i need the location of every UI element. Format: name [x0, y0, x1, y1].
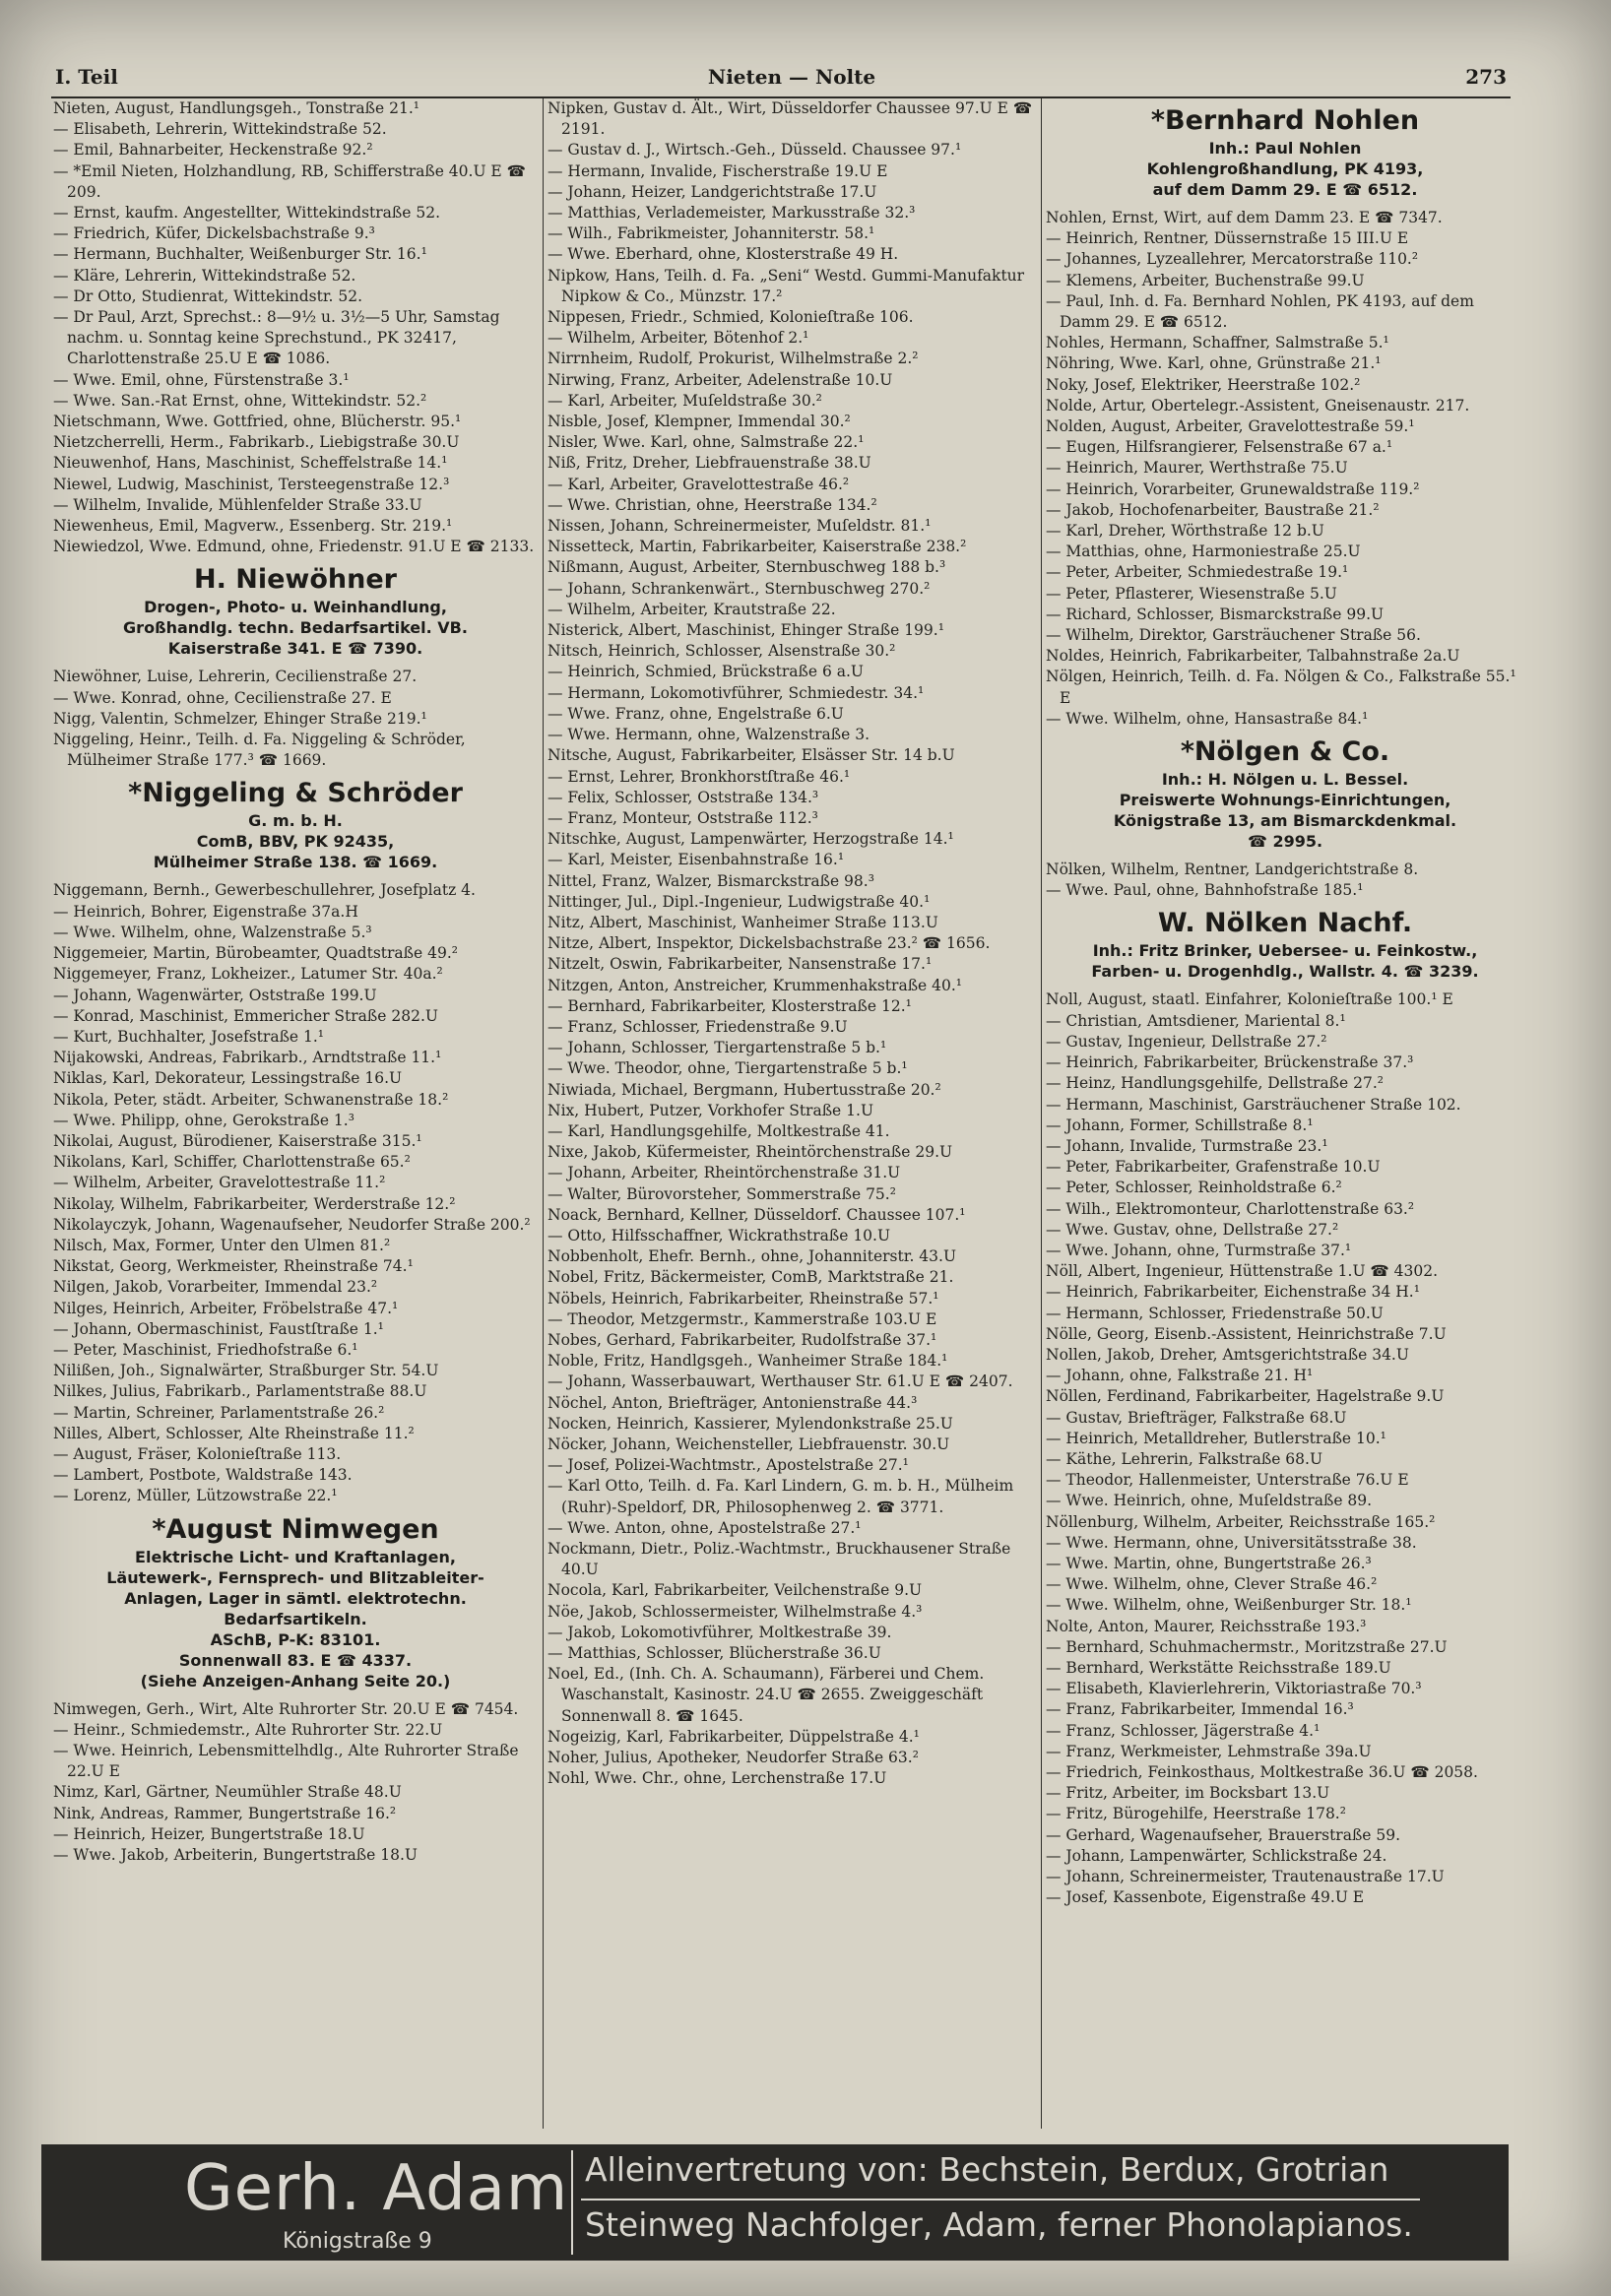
directory-entry: Nilkes, Julius, Fabrikarb., Parlamentstraße 88.U [53, 1382, 427, 1401]
directory-entry: — Karl, Arbeiter, Muſeldstraße 30.² [548, 391, 822, 410]
directory-entry: — Wwe. Franz, ohne, Engelstraße 6.U [548, 704, 844, 723]
directory-entry: — Hermann, Maschinist, Garsträuchener Straße 102. [1046, 1095, 1461, 1114]
directory-entry: Nogeizig, Karl, Fabrikarbeiter, Düppelstraße 4.¹ [548, 1727, 920, 1746]
business-advertisement [53, 1513, 538, 1691]
directory-entry: Nohl, Wwe. Chr., ohne, Lerchenstraße 17.U [548, 1769, 887, 1788]
directory-entry: — Heinrich, Bohrer, Eigenstraße 37a.H [53, 902, 358, 921]
business-advertisement [53, 777, 538, 872]
directory-entry: Nobbenholt, Ehefr. Bernh., ohne, Johanniterstr. 43.U [548, 1247, 957, 1266]
directory-entry: Nölgen, Heinrich, Teilh. d. Fa. Nölgen & Co., Falkstraße 55.¹ E [1046, 668, 1516, 707]
directory-entry: — Wilhelm, Direktor, Garsträuchener Straße 56. [1046, 626, 1421, 645]
ad-business-name: *Niggeling & Schröder [128, 778, 463, 809]
directory-entry: — Heinrich, Fabrikarbeiter, Brückenstraße 37.³ [1046, 1053, 1414, 1072]
directory-entry: — Heinrich, Maurer, Werthstraße 75.U [1046, 459, 1348, 478]
ad-text-line: ☎ 2995. [1247, 832, 1323, 852]
ad-text-line: auf dem Damm 29. E ☎ 6512. [1152, 180, 1418, 199]
directory-entry: Nilges, Heinrich, Arbeiter, Fröbelstraße 47.¹ [53, 1299, 399, 1317]
directory-entry: — Gustav, Ingenieur, Dellstraße 27.² [1046, 1032, 1327, 1051]
directory-entry: — Matthias, Schlosser, Blücherstraße 36.U [548, 1644, 881, 1663]
ad-text-line: Inh.: Paul Nohlen [1208, 139, 1362, 158]
directory-entry: Nissetteck, Martin, Fabrikarbeiter, Kaiserstraße 238.² [548, 538, 967, 556]
directory-entry: Noldes, Heinrich, Fabrikarbeiter, Talbahnstraße 2a.U [1046, 647, 1460, 666]
directory-entry: Nikolai, August, Bürodiener, Kaiserstraße 315.¹ [53, 1131, 422, 1150]
directory-entry: — Martin, Schreiner, Parlamentstraße 26.² [53, 1403, 385, 1422]
directory-entry: — Wwe. Anton, ohne, Apostelstraße 27.¹ [548, 1518, 862, 1537]
directory-entry: — Peter, Schlosser, Reinholdstraße 6.² [1046, 1179, 1342, 1197]
directory-entry: — Franz, Monteur, Oststraße 112.³ [548, 808, 818, 827]
directory-entry: — Christian, Amtsdiener, Mariental 8.¹ [1046, 1011, 1346, 1030]
directory-entry: Noack, Bernhard, Kellner, Düsseldorf. Chaussee 107.¹ [548, 1205, 966, 1224]
directory-entry: — Wwe. Theodor, ohne, Tiergartenstraße 5 b.¹ [548, 1059, 908, 1078]
directory-entry: Nilsch, Max, Former, Unter den Ulmen 81.² [53, 1236, 391, 1254]
directory-entry: — Otto, Hilfsschaffner, Wickrathstraße 10.U [548, 1226, 891, 1244]
directory-entry: — Bernhard, Fabrikarbeiter, Klosterstraße 12.¹ [548, 996, 912, 1015]
directory-entry: — Johannes, Lyzeallehrer, Mercatorstraße 110.² [1046, 250, 1419, 269]
directory-entry: — Wwe. Philipp, ohne, Gerokstraße 1.³ [53, 1111, 354, 1129]
directory-entry: — Franz, Fabrikarbeiter, Immendal 16.³ [1046, 1700, 1354, 1719]
directory-entry: — Karl Otto, Teilh. d. Fa. Karl Lindern, G. m. b. H., Mülheim (Ruhr)-Speldorf, DR, Philosophenweg 2. ☎ 3771. [548, 1477, 1014, 1516]
directory-entry: Niwiada, Michael, Bergmann, Hubertusstraße 20.² [548, 1080, 941, 1099]
directory-entry: — Matthias, Verlademeister, Markusstraße 32.³ [548, 204, 916, 223]
directory-entry: — Heinrich, Rentner, Düssernstraße 15 III.U E [1046, 229, 1409, 248]
directory-entry: Noky, Josef, Elektriker, Heerstraße 102.² [1046, 375, 1361, 394]
directory-entry: — Wwe. Hermann, ohne, Universitätsstraße 38. [1046, 1533, 1417, 1552]
directory-entry: — Josef, Kassenbote, Eigenstraße 49.U E [1046, 1888, 1365, 1907]
ad-text-line: Sonnenwall 83. E ☎ 4337. [178, 1650, 413, 1670]
directory-entry: — Wwe. San.-Rat Ernst, ohne, Wittekindstr. 52.² [53, 391, 427, 410]
directory-entry: Niewöhner, Luise, Lehrerin, Cecilienstraße 27. [53, 668, 418, 686]
directory-entry: Noble, Fritz, Handlgsgeh., Wanheimer Straße 184.¹ [548, 1352, 948, 1371]
directory-entry: — Heinrich, Metalldreher, Butlerstraße 10.¹ [1046, 1429, 1386, 1447]
directory-entry: — Felix, Schlosser, Oststraße 134.³ [548, 788, 819, 806]
directory-entry: Niggeling, Heinr., Teilh. d. Fa. Niggeling & Schröder, Mülheimer Straße 177.³ ☎ 1669. [53, 731, 466, 770]
directory-entry: Nikolayczyk, Johann, Wagenaufseher, Neudorfer Straße 200.² [53, 1215, 531, 1234]
directory-entry: — Josef, Polizei-Wachtmstr., Apostelstraße 27.¹ [548, 1456, 909, 1475]
directory-entry: — Richard, Schlosser, Bismarckstraße 99.U [1046, 605, 1385, 623]
directory-entry: Nipken, Gustav d. Ält., Wirt, Düsseldorfer Chaussee 97.U E ☎ 2191. [548, 99, 1033, 139]
directory-entry: Nipkow, Hans, Teilh. d. Fa. „Seni“ Westd. Gummi-Manufaktur Nipkow & Co., Münzstr. 17.² [548, 266, 1025, 305]
directory-entry: — Matthias, ohne, Harmoniestraße 25.U [1046, 542, 1361, 561]
directory-entry: — Heinrich, Heizer, Bungertstraße 18.U [53, 1824, 365, 1843]
directory-entry: Noher, Julius, Apotheker, Neudorfer Straße 63.² [548, 1749, 919, 1767]
ad-text-line: (Siehe Anzeigen-Anhang Seite 20.) [140, 1671, 451, 1690]
directory-entry: — Johann, Lampenwärter, Schlickstraße 24. [1046, 1846, 1387, 1865]
directory-entry: — Wwe. Wilhelm, ohne, Weißenburger Str. 18.¹ [1046, 1596, 1412, 1615]
directory-entry: — Dr Otto, Studienrat, Wittekindstr. 52. [53, 287, 363, 305]
directory-entry: Nollen, Jakob, Dreher, Amtsgerichtstraße 34.U [1046, 1345, 1409, 1364]
banner-address: Königstraße 9 [283, 2229, 432, 2254]
directory-entry: — Johann, Wasserbauwart, Werthauser Str. 61.U E ☎ 2407. [548, 1372, 1013, 1391]
directory-entry: — Ernst, Lehrer, Bronkhorstſtraße 46.¹ [548, 767, 851, 786]
directory-entry: Nijakowski, Andreas, Fabrikarb., Arndtstraße 11.¹ [53, 1049, 442, 1067]
directory-entry: — Wilh., Fabrikmeister, Johanniterstr. 58.¹ [548, 224, 875, 243]
directory-entry: Nisterick, Albert, Maschinist, Ehinger Straße 199.¹ [548, 621, 944, 640]
directory-entry: — Käthe, Lehrerin, Falkstraße 68.U [1046, 1449, 1323, 1468]
directory-entry: Nimwegen, Gerh., Wirt, Alte Ruhrorter Str. 20.U E ☎ 7454. [53, 1699, 519, 1718]
directory-entry: — Peter, Arbeiter, Schmiedestraße 19.¹ [1046, 563, 1349, 582]
directory-entry: Nilles, Albert, Schlosser, Alte Rheinstraße 11.² [53, 1424, 415, 1442]
directory-entry: — Friedrich, Küfer, Dickelsbachstraße 9.³ [53, 224, 375, 243]
directory-entry: Nix, Hubert, Putzer, Vorkhofer Straße 1.U [548, 1101, 874, 1119]
directory-entry: — Heinrich, Fabrikarbeiter, Eichenstraße 34 H.¹ [1046, 1283, 1420, 1302]
ad-text-line: Anlagen, Lager in sämtl. elektrotechn. [124, 1588, 467, 1608]
directory-entry: — Heinr., Schmiedemstr., Alte Ruhrorter Str. 22.U [53, 1720, 443, 1739]
directory-entry: — Hermann, Buchhalter, Weißenburger Str. 16.¹ [53, 245, 427, 264]
directory-entry: — Jakob, Hochofenarbeiter, Baustraße 21.² [1046, 500, 1380, 519]
directory-entry: Nohlen, Ernst, Wirt, auf dem Damm 23. E ☎ 7347. [1046, 209, 1443, 226]
directory-entry: — Heinrich, Schmied, Brückstraße 6 a.U [548, 663, 864, 681]
directory-entry: Nitsch, Heinrich, Schlosser, Alsenstraße 30.² [548, 642, 896, 661]
directory-entry: — Wwe. Johann, ohne, Turmstraße 37.¹ [1046, 1241, 1352, 1259]
business-advertisement [1046, 907, 1524, 982]
directory-entry: Nisble, Josef, Klempner, Immendal 30.² [548, 413, 851, 431]
directory-entry: — Wilh., Elektromonteur, Charlottenstraße 63.² [1046, 1199, 1415, 1218]
directory-entry: Nöbels, Heinrich, Fabrikarbeiter, Rheinstraße 57.¹ [548, 1289, 939, 1307]
directory-entry: Niklas, Karl, Dekorateur, Lessingstraße 16.U [53, 1069, 403, 1088]
directory-entry: Nikola, Peter, städt. Arbeiter, Schwanenstraße 18.² [53, 1090, 449, 1109]
section-label: I. Teil [55, 65, 118, 89]
directory-entry: — Gustav, Briefträger, Falkstraße 68.U [1046, 1408, 1347, 1427]
directory-entry: Nikstat, Georg, Werkmeister, Rheinstraße 74.¹ [53, 1257, 414, 1276]
directory-entry: — Karl, Meister, Eisenbahnstraße 16.¹ [548, 851, 845, 869]
directory-entry: — Theodor, Hallenmeister, Unterstraße 76.U E [1046, 1471, 1409, 1490]
directory-entry: Niggemeyer, Franz, Lokheizer., Latumer Str. 40a.² [53, 965, 443, 984]
directory-entry: Nolde, Artur, Obertelegr.-Assistent, Gneisenaustr. 217. [1046, 396, 1470, 415]
directory-entry: — Heinrich, Vorarbeiter, Grunewaldstraße 119.² [1046, 479, 1420, 498]
banner-divider [571, 2150, 573, 2255]
directory-entry: — Heinz, Handlungsgehilfe, Dellstraße 27.² [1046, 1074, 1384, 1093]
column-2 [548, 98, 1038, 2127]
directory-entry: Noel, Ed., (Inh. Ch. A. Schaumann), Färberei und Chem. Waschanstalt, Kasinostr. 24.U ☎ 2655. Zweiggeschäft Sonnenwall 8. ☎ 1645. [548, 1665, 985, 1725]
directory-entry: — Hermann, Lokomotivführer, Schmiedestr. 34.¹ [548, 683, 925, 702]
directory-entry: — Elisabeth, Lehrerin, Wittekindstraße 52. [53, 120, 387, 139]
directory-entry: Nitzgen, Anton, Anstreicher, Krummenhakstraße 40.¹ [548, 976, 963, 994]
ad-text-line: ASchB, P-K: 83101. [210, 1629, 381, 1649]
directory-entry: Nißmann, August, Arbeiter, Sternbuschweg 188 b.³ [548, 558, 946, 577]
banner-rule [581, 2199, 1420, 2200]
column-3 [1046, 98, 1524, 2127]
directory-entry: — Wilhelm, Arbeiter, Krautstraße 22. [548, 600, 836, 618]
directory-entry: — Karl, Handlungsgehilfe, Moltkestraße 41. [548, 1121, 890, 1140]
ad-business-name: *Nölgen & Co. [1180, 736, 1390, 768]
directory-entry: — Wwe. Wilhelm, ohne, Hansastraße 84.¹ [1046, 709, 1369, 728]
directory-entry: Niewel, Ludwig, Maschinist, Tersteegenstraße 12.³ [53, 475, 450, 493]
business-advertisement [53, 563, 538, 659]
directory-entry: — *Emil Nieten, Holzhandlung, RB, Schifferstraße 40.U E ☎ 209. [53, 161, 526, 201]
directory-entry: — Johann, Arbeiter, Rheintörchenstraße 31.U [548, 1164, 901, 1182]
directory-entry: — Hermann, Schlosser, Friedenstraße 50.U [1046, 1304, 1384, 1322]
directory-entry: Nikolay, Wilhelm, Fabrikarbeiter, Werderstraße 12.² [53, 1194, 456, 1213]
directory-entry: Nissen, Johann, Schreinermeister, Muſeldstr. 81.¹ [548, 517, 932, 536]
directory-entry: — Fritz, Bürogehilfe, Heerstraße 178.² [1046, 1805, 1346, 1823]
directory-entry: — Peter, Pflasterer, Wiesenstraße 5.U [1046, 584, 1337, 603]
ad-text-line: Königstraße 13, am Bismarckdenkmal. [1113, 811, 1457, 831]
directory-entry: — Emil, Bahnarbeiter, Heckenstraße 92.² [53, 141, 373, 159]
directory-entry: — Paul, Inh. d. Fa. Bernhard Nohlen, PK 4193, auf dem Damm 29. E ☎ 6512. [1046, 291, 1474, 332]
ad-text-line: Bedarfsartikeln. [224, 1609, 367, 1628]
directory-entry: — Lambert, Postbote, Waldstraße 143. [53, 1466, 353, 1485]
directory-entry: Nocken, Heinrich, Kassierer, Mylendonkstraße 25.U [548, 1414, 953, 1433]
directory-entry: Nöllen, Ferdinand, Fabrikarbeiter, Hagelstraße 9.U [1046, 1387, 1445, 1406]
directory-entry: — Friedrich, Feinkosthaus, Moltkestraße 36.U ☎ 2058. [1046, 1763, 1478, 1781]
directory-entry: Nirrnheim, Rudolf, Prokurist, Wilhelmstraße 2.² [548, 350, 919, 368]
directory-entry: Niggemann, Bernh., Gewerbeschullehrer, Josefplatz 4. [53, 881, 476, 900]
directory-entry: — Walter, Bürovorsteher, Sommerstraße 75.² [548, 1184, 896, 1203]
directory-entry: — Wwe. Emil, ohne, Fürstenstraße 3.¹ [53, 370, 350, 389]
directory-entry: — Franz, Schlosser, Jägerstraße 4.¹ [1046, 1721, 1321, 1740]
directory-entry: Nöcker, Johann, Weichensteller, Liebfrauenstr. 30.U [548, 1435, 950, 1453]
ad-text-line: Elektrische Licht- und Kraftanlagen, [135, 1547, 456, 1566]
directory-entry: — Gustav d. J., Wirtsch.-Geh., Düsseld. Chaussee 97.¹ [548, 141, 962, 159]
directory-entry: — Karl, Arbeiter, Gravelottestraße 46.² [548, 475, 850, 493]
directory-entry: — Fritz, Arbeiter, im Bocksbart 13.U [1046, 1784, 1330, 1803]
banner-company-name: Gerh. Adam [184, 2152, 569, 2225]
directory-entry: — Wwe. Heinrich, Lebensmittelhdlg., Alte Ruhrorter Straße 22.U E [53, 1741, 519, 1781]
directory-entry: — Wwe. Jakob, Arbeiterin, Bungertstraße 18.U [53, 1846, 418, 1864]
directory-entry: Nölle, Georg, Eisenb.-Assistent, Heinrichstraße 7.U [1046, 1324, 1447, 1343]
directory-entry: Nockmann, Dietr., Poliz.-Wachtmstr., Bruckhausener Straße 40.U [548, 1540, 1011, 1579]
directory-entry: — Wilhelm, Arbeiter, Gravelottestraße 11.² [53, 1174, 386, 1192]
directory-entry: Nixe, Jakob, Küfermeister, Rheintörchenstraße 29.U [548, 1143, 953, 1162]
directory-entry: — Hermann, Invalide, Fischerstraße 19.U E [548, 161, 888, 180]
ad-text-line: Drogen-, Photo- u. Weinhandlung, [144, 598, 447, 617]
directory-entry: Nilißen, Joh., Signalwärter, Straßburger Str. 54.U [53, 1362, 439, 1380]
directory-entry: — Ernst, kaufm. Angestellter, Wittekindstraße 52. [53, 204, 441, 223]
ad-business-name: *August Nimwegen [152, 1513, 439, 1545]
directory-entry: Nölken, Wilhelm, Rentner, Landgerichtstraße 8. [1046, 861, 1419, 879]
directory-entry: — Johann, Heizer, Landgerichtstraße 17.U [548, 182, 877, 201]
directory-entry: — Gerhard, Wagenaufseher, Brauerstraße 59. [1046, 1825, 1401, 1844]
directory-entry: Nigg, Valentin, Schmelzer, Ehinger Straße 219.¹ [53, 709, 427, 728]
directory-entry: Nisler, Wwe. Karl, ohne, Salmstraße 22.¹ [548, 433, 865, 452]
business-advertisement [1046, 735, 1524, 852]
directory-entry: — Johann, Schreinermeister, Trautenaustraße 17.U [1046, 1868, 1445, 1886]
directory-entry: — Wwe. Paul, ohne, Bahnhofstraße 185.¹ [1046, 881, 1364, 900]
directory-entry: — Franz, Werkmeister, Lehmstraße 39a.U [1046, 1742, 1372, 1760]
directory-entry: Nietschmann, Wwe. Gottfried, ohne, Blücherstr. 95.¹ [53, 413, 462, 431]
directory-entry: — Johann, Invalide, Turmstraße 23.¹ [1046, 1136, 1328, 1155]
page-number: 273 [1465, 65, 1507, 89]
ad-business-name: W. Nölken Nachf. [1157, 908, 1413, 939]
directory-entry: — Wwe. Eberhard, ohne, Klosterstraße 49 H. [548, 245, 899, 264]
directory-entry: — Klemens, Arbeiter, Buchenstraße 99.U [1046, 271, 1365, 289]
directory-entry: Nöhring, Wwe. Karl, ohne, Grünstraße 21.¹ [1046, 354, 1382, 373]
directory-entry: — Wwe. Christian, ohne, Heerstraße 134.² [548, 495, 877, 514]
name-range: Nieten — Nolte [707, 65, 876, 89]
directory-entry: Noll, August, staatl. Einfahrer, Kolonieſtraße 100.¹ E [1046, 990, 1453, 1009]
directory-entry: Nittinger, Jul., Dipl.-Ingenieur, Ludwigstraße 40.¹ [548, 892, 931, 911]
directory-entry: — Wilhelm, Invalide, Mühlenfelder Straße 33.U [53, 495, 422, 514]
directory-entry: Nöe, Jakob, Schlossermeister, Wilhelmstraße 4.³ [548, 1602, 923, 1621]
directory-entry: — Peter, Fabrikarbeiter, Grafenstraße 10.U [1046, 1158, 1381, 1177]
ad-text-line: Läutewerk-, Fernsprech- und Blitzableiter- [106, 1567, 484, 1587]
directory-entry: — Wwe. Hermann, ohne, Walzenstraße 3. [548, 726, 870, 744]
page-header [51, 65, 1511, 98]
ad-text-line: Großhandlg. techn. Bedarfsartikel. VB. [123, 618, 468, 638]
directory-entry: — Bernhard, Werkstätte Reichsstraße 189.U [1046, 1658, 1391, 1677]
directory-entry: Nittel, Franz, Walzer, Bismarckstraße 98.³ [548, 871, 874, 890]
directory-entry: — Wwe. Wilhelm, ohne, Walzenstraße 5.³ [53, 923, 372, 941]
directory-entry: — Elisabeth, Klavierlehrerin, Viktoriastraße 70.³ [1046, 1680, 1422, 1698]
ad-text-line: Farben- u. Drogenhdlg., Wallstr. 4. ☎ 3239. [1091, 962, 1479, 982]
directory-entry: — Kläre, Lehrerin, Wittekindstraße 52. [53, 266, 356, 285]
ad-text-line: Kohlengroßhandlung, PK 4193, [1146, 159, 1424, 178]
directory-entry: Nohles, Hermann, Schaffner, Salmstraße 5.¹ [1046, 334, 1389, 352]
directory-entry: Nitze, Albert, Inspektor, Dickelsbachstraße 23.² ☎ 1656. [548, 934, 991, 953]
directory-entry: Nöll, Albert, Ingenieur, Hüttenstraße 1.U ☎ 4302. [1046, 1262, 1439, 1281]
directory-entry: Nink, Andreas, Rammer, Bungertstraße 16.² [53, 1804, 397, 1822]
directory-entry: — Wwe. Gustav, ohne, Dellstraße 27.² [1046, 1220, 1339, 1239]
directory-entry: — Wwe. Wilhelm, ohne, Clever Straße 46.² [1046, 1575, 1378, 1594]
directory-entry: — Lorenz, Müller, Lützowstraße 22.¹ [53, 1487, 338, 1505]
directory-entry: Nitz, Albert, Maschinist, Wanheimer Straße 113.U [548, 913, 938, 931]
directory-entry: — Wwe. Martin, ohne, Bungertstraße 26.³ [1046, 1554, 1372, 1572]
directory-entry: — Johann, ohne, Falkstraße 21. H¹ [1046, 1367, 1314, 1385]
directory-entry: — Karl, Dreher, Wörthstraße 12 b.U [1046, 522, 1324, 541]
directory-entry: — Wwe. Heinrich, ohne, Muſeldstraße 89. [1046, 1492, 1373, 1510]
column-divider [1041, 98, 1042, 2129]
business-advertisement [1046, 104, 1524, 200]
directory-entry: Nilgen, Jakob, Vorarbeiter, Immendal 23.² [53, 1278, 378, 1297]
ad-business-name: *Bernhard Nohlen [1150, 105, 1420, 136]
directory-entry: — Dr Paul, Arzt, Sprechst.: 8—9½ u. 3½—5 Uhr, Samstag nachm. u. Sonntag keine Sprechstund., PK 32417, Charlottenstraße 25.U E ☎ 1086. [53, 308, 500, 368]
directory-entry: Nolden, August, Arbeiter, Gravelottestraße 59.¹ [1046, 417, 1415, 436]
directory-entry: Nimz, Karl, Gärtner, Neumühler Straße 48.U [53, 1783, 402, 1802]
column-divider [543, 98, 544, 2129]
directory-entry: Niß, Fritz, Dreher, Liebfrauenstraße 38.U [548, 454, 871, 473]
directory-entry: — Johann, Wagenwärter, Oststraße 199.U [53, 986, 377, 1004]
directory-entry: Nirwing, Franz, Arbeiter, Adelenstraße 10.U [548, 370, 893, 389]
directory-entry: Nobel, Fritz, Bäckermeister, ComB, Marktstraße 21. [548, 1268, 954, 1287]
directory-entry: — Wwe. Konrad, ohne, Cecilienstraße 27. E [53, 688, 392, 707]
directory-entry: — Eugen, Hilfsrangierer, Felsenstraße 67 a.¹ [1046, 438, 1393, 457]
banner-text-line-1: Alleinvertretung von: Bechstein, Berdux, Grotrian [585, 2150, 1389, 2189]
ad-text-line: Kaiserstraße 341. E ☎ 7390. [167, 639, 423, 659]
column-1 [53, 98, 538, 2127]
directory-entry: — August, Fräser, Kolonieſtraße 113. [53, 1444, 342, 1463]
ad-text-line: ComB, BBV, PK 92435, [196, 832, 395, 852]
directory-entry: Nobes, Gerhard, Fabrikarbeiter, Rudolfstraße 37.¹ [548, 1330, 937, 1349]
ad-business-name: H. Niewöhner [194, 564, 397, 596]
directory-entry: Nolte, Anton, Maurer, Reichsstraße 193.³ [1046, 1617, 1367, 1635]
directory-entry: Nitsche, August, Fabrikarbeiter, Elsässer Str. 14 b.U [548, 746, 955, 765]
directory-entry: — Johann, Obermaschinist, Faustſtraße 1.¹ [53, 1319, 384, 1338]
directory-entry: Nöchel, Anton, Briefträger, Antonienstraße 44.³ [548, 1393, 918, 1412]
banner-text-line-2: Steinweg Nachfolger, Adam, ferner Phonolapianos. [585, 2205, 1413, 2244]
ad-text-line: Inh.: Fritz Brinker, Uebersee- u. Feinkostw., [1092, 941, 1478, 961]
directory-entry: — Jakob, Lokomotivführer, Moltkestraße 39. [548, 1623, 892, 1641]
ad-text-line: Preiswerte Wohnungs-Einrichtungen, [1119, 791, 1451, 810]
directory-entry: — Theodor, Metzgermstr., Kammerstraße 103.U E [548, 1309, 937, 1328]
directory-entry: — Kurt, Buchhalter, Josefstraße 1.¹ [53, 1027, 325, 1046]
directory-entry: Niewiedzol, Wwe. Edmund, ohne, Friedenstr. 91.U E ☎ 2133. [53, 538, 535, 556]
directory-entry: Nöllenburg, Wilhelm, Arbeiter, Reichsstraße 165.² [1046, 1512, 1436, 1531]
directory-entry: Nieuwenhof, Hans, Maschinist, Scheffelstraße 14.¹ [53, 454, 448, 473]
directory-entry: — Franz, Schlosser, Friedenstraße 9.U [548, 1017, 848, 1036]
directory-entry: — Johann, Schlosser, Tiergartenstraße 5 b.¹ [548, 1039, 887, 1057]
directory-entry: Nitzelt, Oswin, Fabrikarbeiter, Nansenstraße 17.¹ [548, 955, 933, 974]
directory-entry: Nikolans, Karl, Schiffer, Charlottenstraße 65.² [53, 1153, 411, 1172]
directory-entry: — Wilhelm, Arbeiter, Bötenhof 2.¹ [548, 329, 809, 348]
directory-entry: Nocola, Karl, Fabrikarbeiter, Veilchenstraße 9.U [548, 1581, 923, 1600]
directory-entry: Nietzcherrelli, Herm., Fabrikarb., Liebigstraße 30.U [53, 433, 460, 452]
directory-entry: — Bernhard, Schuhmachermstr., Moritzstraße 27.U [1046, 1637, 1448, 1656]
directory-entry: Nitschke, August, Lampenwärter, Herzogstraße 14.¹ [548, 830, 954, 849]
directory-entry: — Peter, Maschinist, Friedhofstraße 6.¹ [53, 1340, 358, 1359]
ad-text-line: G. m. b. H. [248, 811, 343, 831]
directory-entry: Niewenheus, Emil, Magverw., Essenberg. Str. 219.¹ [53, 517, 453, 536]
directory-entry: — Johann, Former, Schillstraße 8.¹ [1046, 1116, 1314, 1134]
ad-text-line: Inh.: H. Nölgen u. L. Bessel. [1161, 770, 1409, 790]
advertisement-banner [41, 2144, 1509, 2261]
directory-entry: Nippesen, Friedr., Schmied, Kolonieſtraße 106. [548, 308, 914, 327]
directory-entry: Niggemeier, Martin, Bürobeamter, Quadtstraße 49.² [53, 944, 458, 963]
directory-entry: Nieten, August, Handlungsgeh., Tonstraße 21.¹ [53, 99, 419, 117]
directory-entry: — Johann, Schrankenwärt., Sternbuschweg 270.² [548, 579, 931, 598]
ad-text-line: Mülheimer Straße 138. ☎ 1669. [153, 853, 438, 872]
directory-entry: — Konrad, Maschinist, Emmericher Straße 282.U [53, 1006, 438, 1025]
